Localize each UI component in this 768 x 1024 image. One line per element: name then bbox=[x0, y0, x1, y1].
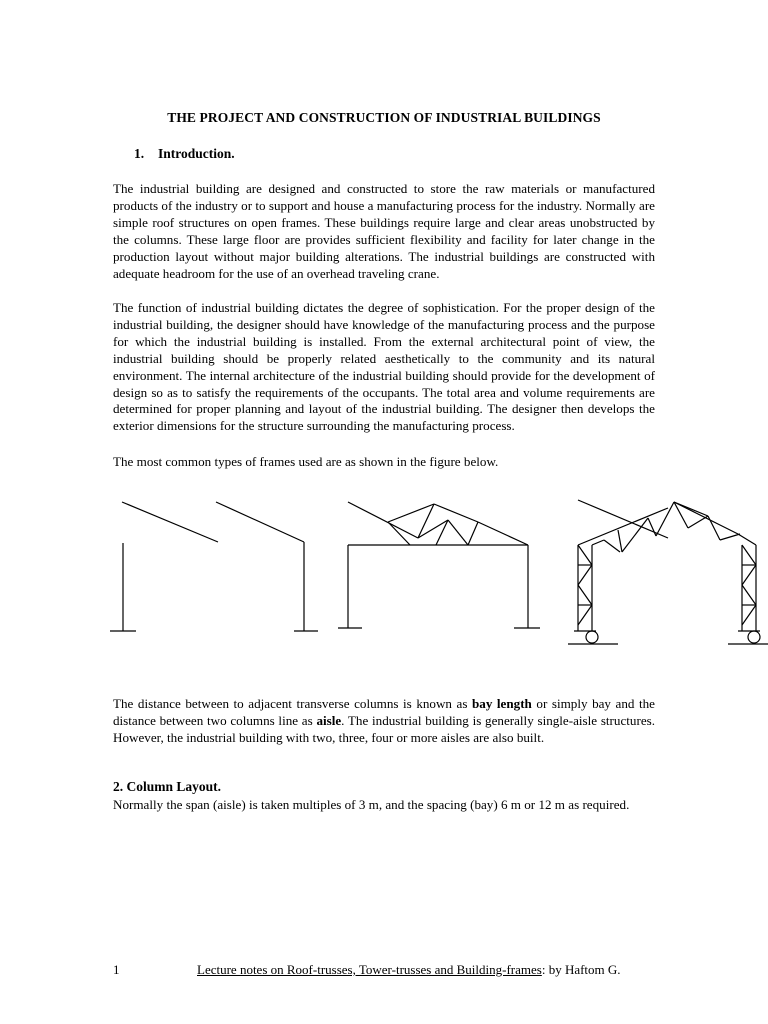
frame-types-figure bbox=[108, 490, 768, 650]
paragraph-intro: The industrial building are designed and constructed to store the raw materials or manufactured products of the industry or to support and house a manufacturing process for the industry. Normally are simple roof structures on open frames. These buildings require large and clear areas unobstructed by the columns. These large floor are provides sufficient flexibility and facility for later change in the production layout without major building alterations. The industrial buildings are constructed with adequate headroom for the use of an overhead traveling crane. bbox=[113, 181, 655, 281]
frame-lattice-truss bbox=[568, 500, 768, 644]
term-aisle: aisle bbox=[316, 712, 342, 728]
frame-simple-rafters bbox=[110, 502, 318, 631]
paragraph-function: The function of industrial building dictates the degree of sophistication. For the proper design of the industrial building, the designer should have knowledge of the manufacturing process and the purpose for which the industrial building is installed. From the external architectural point of view, the industrial building should be properly related aesthetically to the community and its natural environment. The internal architecture of the industrial building should provide for the development of design so as to satisfy the requirements of the occupants. The total area and volume requirements are determined for proper planning and layout of the industrial building. The designer then develops the exterior dimensions for the structure surrounding the manufacturing process. bbox=[113, 300, 655, 434]
section-number: 1. bbox=[134, 146, 145, 161]
paragraph-figure-caption: The most common types of frames used are as shown in the figure below. bbox=[113, 454, 499, 469]
term-bay-length: bay length bbox=[471, 696, 532, 711]
section-heading-introduction bbox=[134, 146, 235, 162]
paragraph-column-layout: Normally the span (aisle) is taken multiples of 3 m, and the spacing (bay) 6 m or 12 m as required. bbox=[113, 797, 630, 812]
footer-credit: Lecture notes on Roof-trusses, Tower-trusses and Building-frames: by Haftom G. bbox=[197, 962, 621, 977]
frame-portal-truss bbox=[338, 502, 540, 628]
paragraph-bay-aisle: The distance between to adjacent transverse columns is known as bay length or simply bay and the distance between two columns line as aisle. The industrial building is generally single-aisle structures. However, the industrial building with two, three, four or more aisles are also built. bbox=[113, 696, 656, 745]
page-number: 1 bbox=[113, 962, 120, 977]
document-title: THE PROJECT AND CONSTRUCTION OF INDUSTRIAL BUILDINGS bbox=[167, 110, 601, 125]
section-title: Introduction. bbox=[158, 146, 235, 161]
section-heading-column-layout: 2. Column Layout. bbox=[113, 779, 222, 794]
